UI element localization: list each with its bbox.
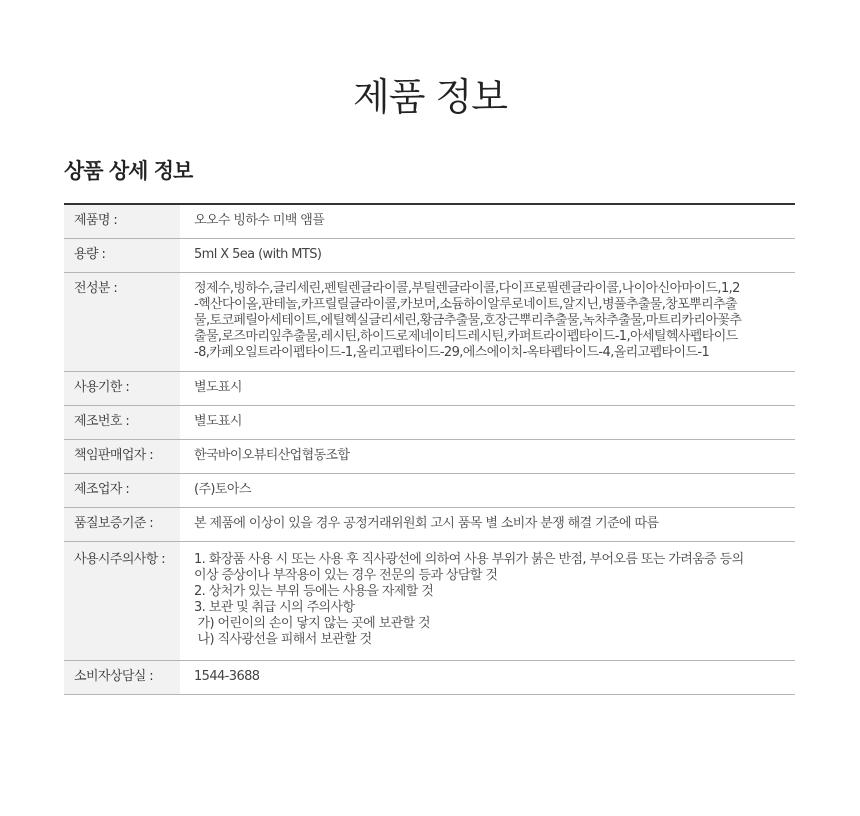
row-label: 전성분 : <box>64 272 180 371</box>
table-row-expiry <box>64 371 795 405</box>
row-value: 1544-3688 <box>194 668 260 684</box>
table-row-product-name <box>64 204 795 238</box>
row-label: 사용기한 : <box>64 371 180 405</box>
table-row-lot-number <box>64 405 795 439</box>
table-row-ingredients <box>64 272 795 371</box>
row-label: 용량 : <box>64 238 180 272</box>
row-value: 별도표시 <box>194 413 242 429</box>
row-value: (주)토아스 <box>194 481 251 497</box>
table-row-precautions <box>64 541 795 660</box>
row-value: 별도표시 <box>194 379 242 395</box>
ingredients-line: -헥산다이올,판테놀,카프릴릴글라이콜,카보머,소듐하이알루로네이트,알지닌,병풀추출물,창포뿌리추출 <box>194 296 738 312</box>
row-label: 제조번호 : <box>64 405 180 439</box>
ingredients-line: 물,토코페릴아세테이트,에틸헥실글리세린,황금추출물,호장근뿌리추출물,녹차추출물,마트리카리아꽃추 <box>194 312 742 328</box>
ingredients-line: -8,카페오일트라이펩타이드-1,올리고펩타이드-29,에스에이치-옥타펩타이드-4,올리고펩타이드-1 <box>194 344 710 360</box>
row-label: 소비자상담실 : <box>64 660 180 694</box>
precaution-line: 나) 직사광선을 피해서 보관할 것 <box>194 631 372 647</box>
row-value: 한국바이오뷰티산업협동조합 <box>194 447 350 463</box>
precaution-line: 이상 증상이나 부작용이 있는 경우 전문의 등과 상담할 것 <box>194 567 498 583</box>
row-value: 오오수 빙하수 미백 앰플 <box>194 213 325 228</box>
product-spec-table <box>64 203 795 695</box>
row-value <box>180 541 795 660</box>
page-title: 제품 정보 <box>353 75 507 119</box>
row-label: 제조업자 : <box>64 473 180 507</box>
precaution-line: 3. 보관 및 취급 시의 주의사항 <box>194 599 355 615</box>
ingredients-line: 출물,로즈마리잎추출물,레시틴,하이드로제네이티드레시틴,카퍼트라이펩타이드-1,아세틸헥사펩타이드 <box>194 328 738 344</box>
row-value: 5ml X 5ea (with MTS) <box>194 246 322 262</box>
row-label: 책임판매업자 : <box>64 439 180 473</box>
table-row-manufacturer <box>64 473 795 507</box>
precaution-line: 가) 어린이의 손이 닿지 않는 곳에 보관할 것 <box>194 615 431 631</box>
row-label: 사용시주의사항 : <box>64 541 180 660</box>
section-title: 상품 상세 정보 <box>64 159 193 183</box>
row-value <box>180 272 795 371</box>
precaution-line: 2. 상처가 있는 부위 등에는 사용을 자제할 것 <box>194 583 434 599</box>
table-row-quality-standard <box>64 507 795 541</box>
precaution-line: 1. 화장품 사용 시 또는 사용 후 직사광선에 의하여 사용 부위가 붉은 반점, 부어오름 또는 가려움증 등의 <box>194 551 744 567</box>
table-row-customer-service <box>64 660 795 694</box>
row-label: 품질보증기준 : <box>64 507 180 541</box>
ingredients-line: 정제수,빙하수,글리세린,펜틸렌글라이콜,부틸렌글라이콜,다이프로필렌글라이콜,나이아신아마이드,1,2 <box>194 280 740 296</box>
table-row-volume <box>64 238 795 272</box>
row-value: 본 제품에 이상이 있을 경우 공정거래위원회 고시 품목 별 소비자 분쟁 해결 기준에 따름 <box>194 515 659 531</box>
table-row-distributor <box>64 439 795 473</box>
row-label: 제품명 : <box>64 204 180 238</box>
